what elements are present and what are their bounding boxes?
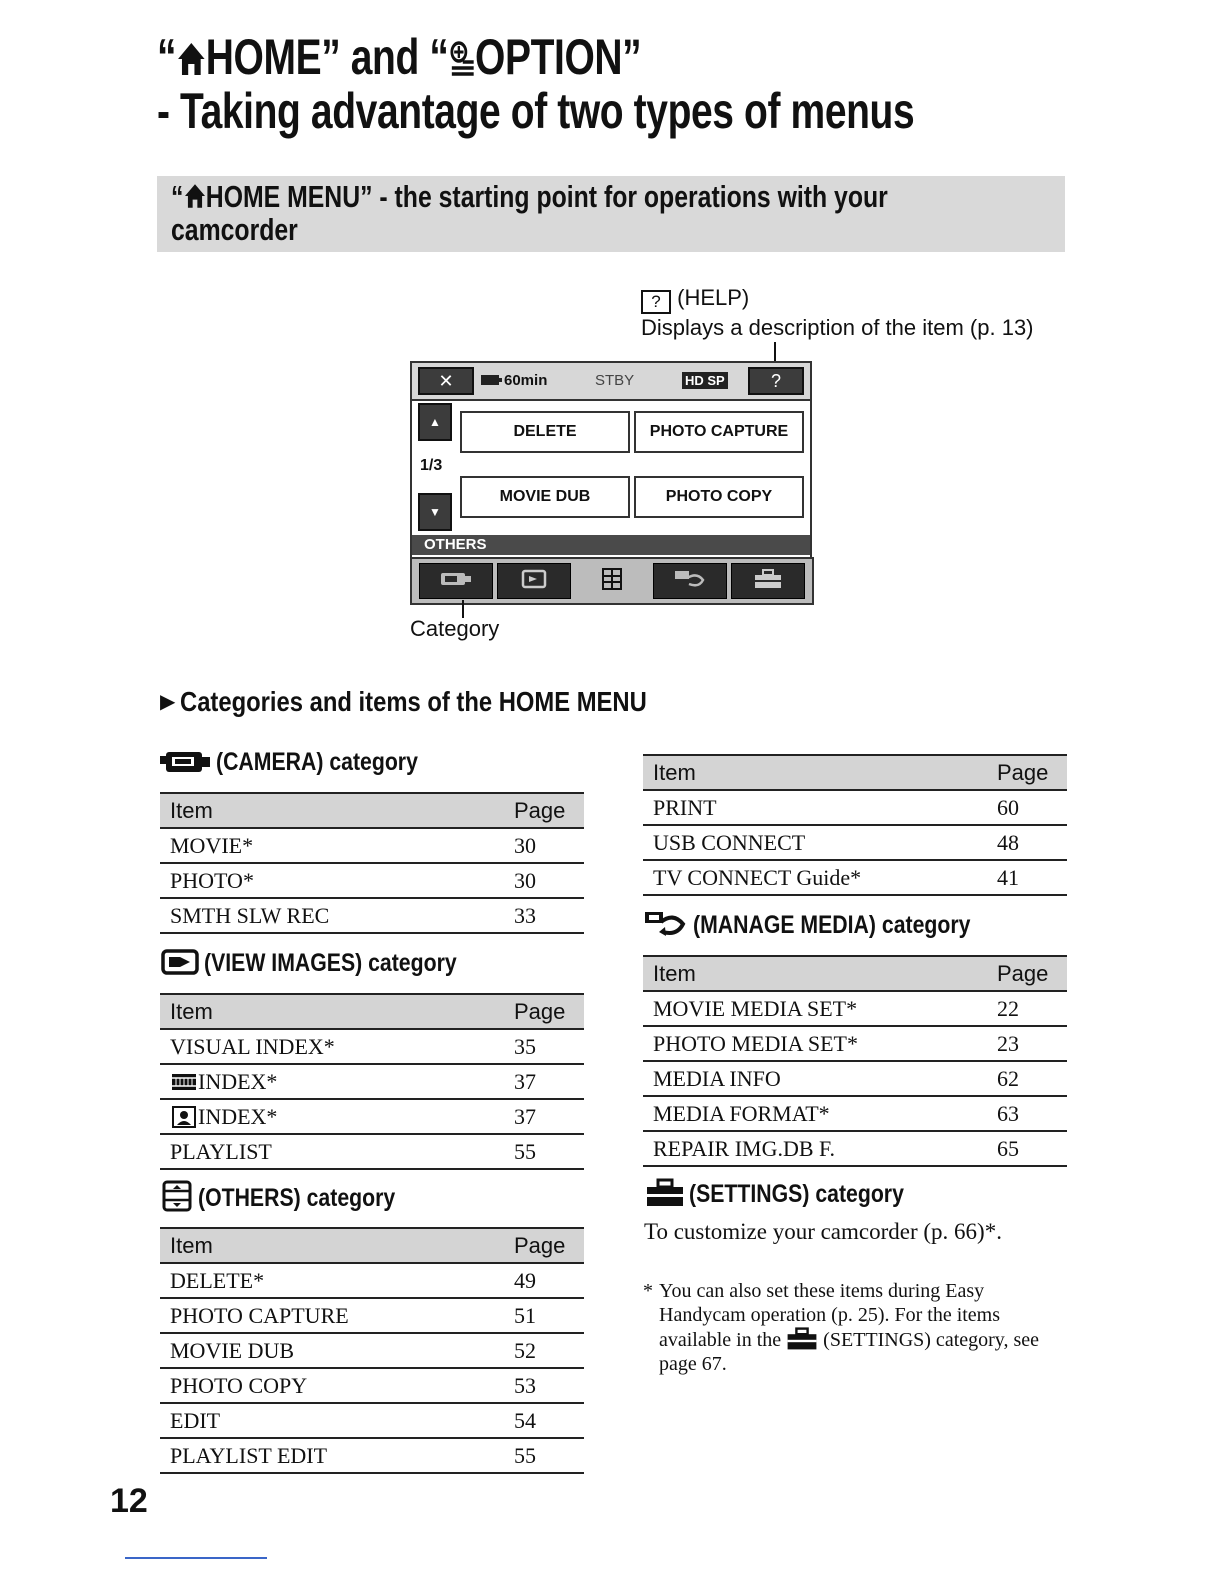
manage-media-icon [643,920,689,937]
page-cell: 54 [504,1403,584,1438]
item-cell: TV CONNECT Guide* [643,860,987,895]
category-callout: Category [410,616,500,641]
help-label: (HELP) [677,285,750,310]
page-number: 12 [110,1482,148,1520]
lcd-status-bar [412,363,810,401]
camera-category-heading [160,748,454,777]
help-callout [641,284,1034,341]
table-header-row [160,994,584,1029]
menu-button-label: MOVIE DUB [499,488,591,505]
table-row [160,1403,584,1438]
table-header-row [643,755,1067,790]
camera-table [160,792,584,934]
page-cell: 37 [504,1064,584,1099]
category-settings-button[interactable] [731,563,805,599]
table-header-row [160,793,584,828]
footnote-star: * [643,1280,653,1302]
standby-status: STBY [595,372,635,389]
scroll-up-button[interactable] [418,403,452,441]
header-page: Page [504,793,584,828]
item-cell: PHOTO MEDIA SET* [643,1026,987,1061]
category-bar [410,557,814,605]
battery-icon [480,373,502,392]
others-category-title: (OTHERS) category [198,1184,396,1212]
recording-quality: HD SP [682,372,728,389]
table-row [643,1026,1067,1061]
camera-icon [439,570,473,593]
menu-button-delete[interactable] [460,411,630,453]
menu-button-label: DELETE [513,423,577,440]
page-cell: 51 [504,1298,584,1333]
table-row [160,1263,584,1298]
item-cell [160,1064,504,1099]
footnote-line: page 67. [659,1353,727,1375]
settings-toolbox-icon [753,568,783,595]
battery-remaining: 60min [504,372,548,389]
home-menu-banner [157,176,1065,252]
table-row [160,1333,584,1368]
table-row [160,863,584,898]
item-cell: DELETE* [160,1263,504,1298]
header-item: Item [160,1228,504,1263]
table-row [160,1134,584,1169]
item-cell: PRINT [643,790,987,825]
face-index-icon [170,1104,198,1129]
settings-description: To customize your camcorder (p. 66)*. [644,1219,1002,1244]
header-page: Page [987,755,1067,790]
view-images-icon [160,958,200,975]
item-cell: PLAYLIST [160,1134,504,1169]
header-page: Page [504,994,584,1029]
page-cell: 33 [504,898,584,933]
table-header-row [643,956,1067,991]
footnote [643,1279,1039,1376]
camera-category-title: (CAMERA) category [216,748,419,776]
section-heading-text: Categories and items of the HOME MENU [179,686,647,717]
item-cell: PHOTO* [160,863,504,898]
home-icon [176,29,206,85]
scroll-down-button[interactable] [418,493,452,531]
table-row [160,1298,584,1333]
page-cell: 60 [987,790,1067,825]
title-home-text: HOME [205,29,322,85]
item-text: INDEX* [198,1103,278,1129]
page-cell: 37 [504,1099,584,1134]
settings-category-title: (SETTINGS) category [689,1180,905,1208]
table-row [643,790,1067,825]
arrow-up-icon: ▲ [429,415,441,429]
footer-rule [125,1557,267,1559]
help-icon: ? [641,290,671,314]
table-row [643,825,1067,860]
view-images-icon [521,569,547,594]
footnote-line: You can also set these items during Easy [659,1280,985,1302]
item-cell: SMTH SLW REC [160,898,504,933]
others-icon [160,1193,194,1210]
film-roll-index-icon [170,1069,198,1094]
title-and-text: ” and “ [321,29,449,85]
page-cell: 49 [504,1263,584,1298]
manage-media-category-heading [643,908,1020,940]
item-cell: MOVIE MEDIA SET* [643,991,987,1026]
settings-category-heading [645,1178,942,1209]
category-manage-media-button[interactable] [653,563,727,599]
table-row [160,1099,584,1134]
table-row [160,828,584,863]
table-row [643,1061,1067,1096]
table-row [160,1368,584,1403]
title-option-text: OPTION [474,29,623,85]
item-cell [160,1099,504,1134]
manage-media-table [643,955,1067,1167]
item-cell: MEDIA FORMAT* [643,1096,987,1131]
page-cell: 23 [987,1026,1067,1061]
page-cell: 63 [987,1096,1067,1131]
help-button[interactable] [748,367,804,395]
settings-toolbox-icon [786,1329,818,1351]
page-cell: 55 [504,1438,584,1473]
item-cell: MOVIE* [160,828,504,863]
page-cell: 22 [987,991,1067,1026]
table-header-row [160,1228,584,1263]
item-cell: MOVIE DUB [160,1333,504,1368]
close-icon: ✕ [438,370,454,391]
settings-toolbox-icon [645,1189,685,1206]
page-title [157,30,1128,138]
category-view-images-button[interactable] [497,563,571,599]
title-quote: “ [157,29,177,85]
menu-button-label: PHOTO CAPTURE [649,423,789,440]
table-row [643,1096,1067,1131]
page-cell: 30 [504,828,584,863]
header-item: Item [643,956,987,991]
title-quote: ” [622,29,642,85]
menu-button-photo-copy[interactable] [634,476,804,518]
footnote-line: Handycam operation (p. 25). For the items [659,1304,1001,1326]
help-description: Displays a description of the item (p. 13) [641,315,1034,340]
page-cell: 41 [987,860,1067,895]
others-table [160,1227,584,1474]
lcd-screen [410,361,812,603]
category-label-bar [412,535,810,555]
item-cell: PLAYLIST EDIT [160,1438,504,1473]
title-line2: - Taking advantage of two types of menus [157,83,915,139]
header-item: Item [643,755,987,790]
view-images-category-title: (VIEW IMAGES) category [204,949,458,977]
table-row [643,1131,1067,1166]
footnote-text: available in the [659,1329,782,1351]
footnote-text: (SETTINGS) category, see [823,1329,1040,1351]
view-images-table [160,993,584,1170]
table-row [643,860,1067,895]
page-cell: 53 [504,1368,584,1403]
item-cell: MEDIA INFO [643,1061,987,1096]
item-cell: REPAIR IMG.DB F. [643,1131,987,1166]
page-cell: 65 [987,1131,1067,1166]
menu-button-photo-capture[interactable] [634,411,804,453]
option-icon [448,29,475,85]
close-button[interactable] [418,367,474,395]
home-icon [183,179,205,214]
page-cell: 52 [504,1333,584,1368]
item-text: INDEX* [198,1068,278,1094]
section-heading [160,686,729,718]
banner-rest-text: ” - the starting point for operations with your [360,179,888,214]
item-cell: EDIT [160,1403,504,1438]
header-item: Item [160,793,504,828]
header-page: Page [987,956,1067,991]
item-cell: USB CONNECT [643,825,987,860]
table-row [643,991,1067,1026]
category-label: OTHERS [424,536,487,553]
others-continued-table [643,754,1067,896]
table-row [160,1064,584,1099]
page-cell: 55 [504,1134,584,1169]
header-page: Page [504,1228,584,1263]
arrow-down-icon: ▼ [429,505,441,519]
view-images-category-heading [160,948,502,978]
header-item: Item [160,994,504,1029]
item-cell: PHOTO COPY [160,1368,504,1403]
others-icon [601,567,623,596]
category-others-button[interactable] [575,563,649,599]
banner-quote: “ [171,179,184,214]
category-camera-button[interactable] [419,563,493,599]
table-row [160,1029,584,1064]
manage-media-category-title: (MANAGE MEDIA) category [693,911,971,939]
menu-button-movie-dub[interactable] [460,476,630,518]
triangle-bullet-icon: ▶ [160,691,176,713]
page-cell: 35 [504,1029,584,1064]
table-row [160,898,584,933]
camera-icon [160,757,212,774]
page-indicator: 1/3 [420,457,443,474]
page-cell: 48 [987,825,1067,860]
help-question-icon: ? [770,370,781,391]
item-cell: VISUAL INDEX* [160,1029,504,1064]
others-category-heading [160,1180,430,1213]
banner-line2: camcorder [171,212,298,247]
page-cell: 30 [504,863,584,898]
menu-button-label: PHOTO COPY [665,488,773,505]
page-cell: 62 [987,1061,1067,1096]
item-cell: PHOTO CAPTURE [160,1298,504,1333]
manage-media-icon [673,568,707,595]
banner-home-text: HOME MENU [205,179,361,214]
table-row [160,1438,584,1473]
